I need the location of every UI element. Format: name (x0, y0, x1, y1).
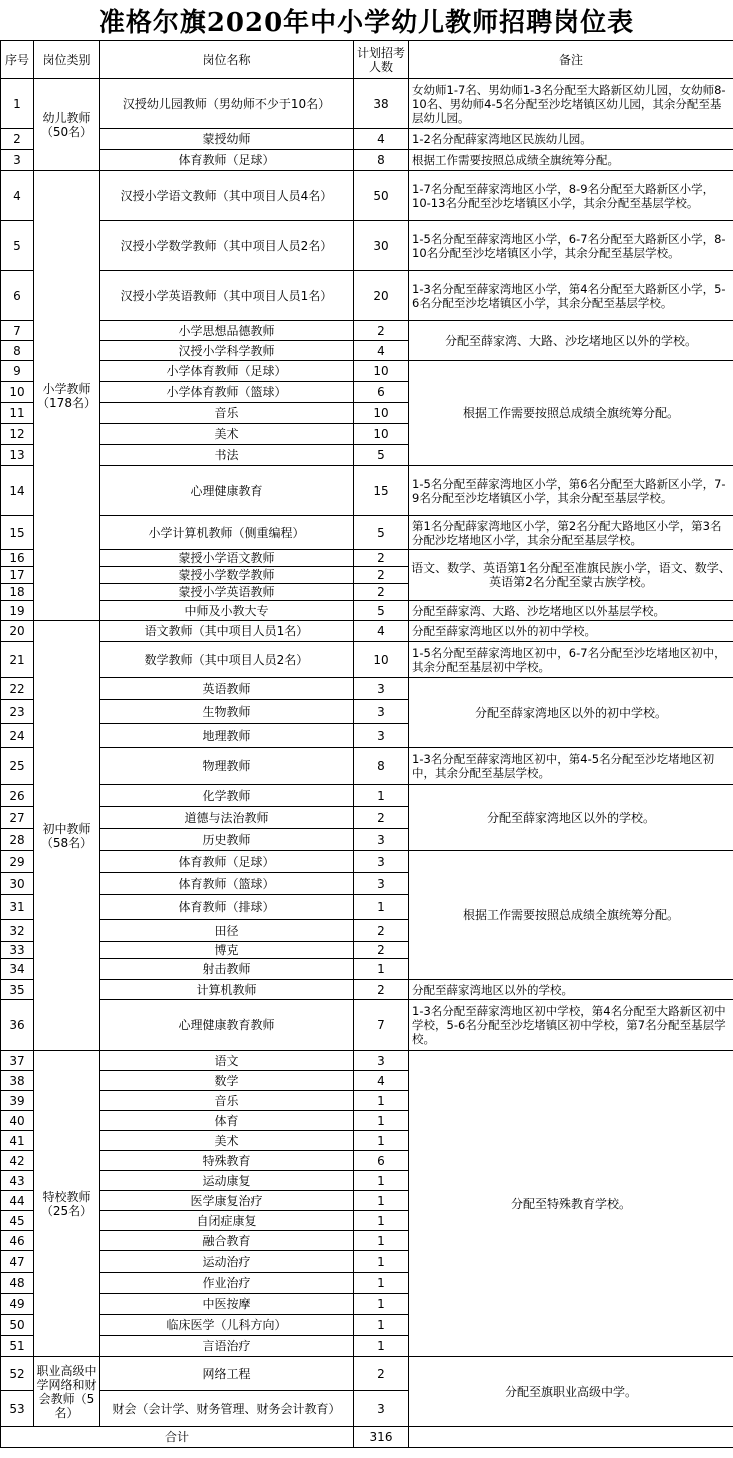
planned-count: 3 (354, 724, 409, 748)
table-row (1, 129, 733, 150)
row-number: 3 (1, 150, 34, 171)
position-name: 小学思想品德教师 (100, 321, 354, 341)
position-name: 语文 (100, 1051, 354, 1071)
header-no: 序号 (1, 41, 34, 79)
row-number: 32 (1, 920, 34, 942)
planned-count: 3 (354, 873, 409, 895)
table-row (1, 785, 733, 807)
note-cell: 1-5名分配至薛家湾地区初中，6-7名分配至沙圪堵地区初中，其余分配至基层初中学校。 (409, 642, 733, 678)
note-cell: 分配至薛家湾、大路、沙圪堵地区以外基层学校。 (409, 601, 733, 621)
planned-count: 6 (354, 1151, 409, 1171)
row-number: 4 (1, 171, 34, 221)
row-number: 7 (1, 321, 34, 341)
position-name: 融合教育 (100, 1231, 354, 1251)
table-row (1, 271, 733, 321)
position-name: 运动康复 (100, 1171, 354, 1191)
note-cell: 分配至薛家湾地区以外的学校。 (409, 980, 733, 1000)
position-name: 临床医学（儿科方向） (100, 1315, 354, 1336)
row-number: 52 (1, 1357, 34, 1391)
note-cell: 语文、数学、英语第1名分配至准旗民族小学，语文、数学、英语第2名分配至蒙古族学校。 (409, 550, 733, 601)
row-number: 18 (1, 584, 34, 601)
row-number: 28 (1, 829, 34, 851)
planned-count: 2 (354, 807, 409, 829)
note-cell: 第1名分配薛家湾地区小学，第2名分配大路地区小学，第3名分配沙圪堵地区小学，其余分配至基层学校。 (409, 516, 733, 550)
row-number: 40 (1, 1111, 34, 1131)
position-name: 医学康复治疗 (100, 1191, 354, 1211)
row-number: 2 (1, 129, 34, 150)
position-name: 地理教师 (100, 724, 354, 748)
planned-count: 3 (354, 700, 409, 724)
position-name: 作业治疗 (100, 1273, 354, 1294)
row-number: 17 (1, 567, 34, 584)
header-note: 备注 (409, 41, 733, 79)
table-row (1, 516, 733, 550)
table-row (1, 1051, 733, 1071)
planned-count: 7 (354, 1000, 409, 1051)
position-name: 蒙授幼师 (100, 129, 354, 150)
position-name: 中医按摩 (100, 1294, 354, 1315)
table-row (1, 1357, 733, 1391)
planned-count: 38 (354, 79, 409, 129)
planned-count: 1 (354, 1091, 409, 1111)
position-name: 语文教师（其中项目人员1名） (100, 621, 354, 642)
row-number: 13 (1, 445, 34, 466)
row-number: 45 (1, 1211, 34, 1231)
note-cell: 根据工作需要按照总成绩全旗统筹分配。 (409, 361, 733, 466)
table-row (1, 466, 733, 516)
table-row (1, 361, 733, 382)
category-cell: 职业高级中学网络和财会教师（5名） (34, 1357, 100, 1427)
table-row (1, 221, 733, 271)
table-row (1, 980, 733, 1000)
note-cell: 分配至薛家湾地区以外的初中学校。 (409, 621, 733, 642)
note-cell: 分配至薛家湾地区以外的学校。 (409, 785, 733, 851)
position-name: 财会（会计学、财务管理、财务会计教育） (100, 1391, 354, 1427)
row-number: 46 (1, 1231, 34, 1251)
position-name: 蒙授小学英语教师 (100, 584, 354, 601)
planned-count: 4 (354, 1071, 409, 1091)
planned-count: 4 (354, 341, 409, 361)
position-name: 汉授小学数学教师（其中项目人员2名） (100, 221, 354, 271)
planned-count: 1 (354, 1294, 409, 1315)
note-cell: 分配至旗职业高级中学。 (409, 1357, 733, 1427)
position-name: 体育教师（排球） (100, 895, 354, 920)
note-cell: 根据工作需要按照总成绩全旗统筹分配。 (409, 851, 733, 980)
position-name: 汉授小学英语教师（其中项目人员1名） (100, 271, 354, 321)
planned-count: 50 (354, 171, 409, 221)
row-number: 27 (1, 807, 34, 829)
position-name: 心理健康教育教师 (100, 1000, 354, 1051)
planned-count: 1 (354, 1231, 409, 1251)
table-row (1, 321, 733, 341)
header-count: 计划招考人数 (354, 41, 409, 79)
table-row (1, 621, 733, 642)
row-number: 37 (1, 1051, 34, 1071)
planned-count: 30 (354, 221, 409, 271)
note-cell: 1-5名分配至薛家湾地区小学，6-7名分配至大路新区小学，8-10名分配至沙圪堵镇区小学，其余分配至基层学校。 (409, 221, 733, 271)
row-number: 19 (1, 601, 34, 621)
planned-count: 1 (354, 1211, 409, 1231)
row-number: 47 (1, 1251, 34, 1273)
row-number: 8 (1, 341, 34, 361)
position-name: 计算机教师 (100, 980, 354, 1000)
position-name: 田径 (100, 920, 354, 942)
position-name: 射击教师 (100, 959, 354, 980)
table-row (1, 79, 733, 129)
note-cell: 分配至薛家湾、大路、沙圪堵地区以外的学校。 (409, 321, 733, 361)
row-number: 26 (1, 785, 34, 807)
category-cell: 小学教师（178名） (34, 171, 100, 621)
position-name: 美术 (100, 424, 354, 445)
position-name: 汉授幼儿园教师（男幼师不少于10名） (100, 79, 354, 129)
planned-count: 2 (354, 567, 409, 584)
row-number: 25 (1, 748, 34, 785)
header-category: 岗位类别 (34, 41, 100, 79)
position-name: 英语教师 (100, 678, 354, 700)
position-name: 小学计算机教师（侧重编程） (100, 516, 354, 550)
row-number: 1 (1, 79, 34, 129)
position-name: 数学 (100, 1071, 354, 1091)
planned-count: 2 (354, 584, 409, 601)
note-cell: 分配至薛家湾地区以外的初中学校。 (409, 678, 733, 748)
planned-count: 3 (354, 678, 409, 700)
position-name: 数学教师（其中项目人员2名） (100, 642, 354, 678)
planned-count: 15 (354, 466, 409, 516)
note-cell: 1-3名分配至薛家湾地区初中，第4-5名分配至沙圪堵地区初中，其余分配至基层学校。 (409, 748, 733, 785)
note-cell: 分配至特殊教育学校。 (409, 1051, 733, 1357)
category-cell: 幼儿教师（50名） (34, 79, 100, 171)
planned-count: 1 (354, 1273, 409, 1294)
planned-count: 1 (354, 895, 409, 920)
page-title: 准格尔旗2020年中小学幼儿教师招聘岗位表 (98, 7, 635, 38)
table-row (1, 171, 733, 221)
category-cell: 特校教师（25名） (34, 1051, 100, 1357)
category-cell: 初中教师（58名） (34, 621, 100, 1051)
position-name: 生物教师 (100, 700, 354, 724)
note-cell: 女幼师1-7名、男幼师1-3名分配至大路新区幼儿园，女幼师8-10名、男幼师4-5名分配至沙圪堵镇区幼儿园，其余分配至基层幼儿园。 (409, 79, 733, 129)
planned-count: 5 (354, 516, 409, 550)
table-row (1, 748, 733, 785)
planned-count: 1 (354, 1191, 409, 1211)
planned-count: 1 (354, 1131, 409, 1151)
planned-count: 1 (354, 959, 409, 980)
row-number: 29 (1, 851, 34, 873)
planned-count: 5 (354, 601, 409, 621)
row-number: 43 (1, 1171, 34, 1191)
row-number: 38 (1, 1071, 34, 1091)
row-number: 16 (1, 550, 34, 567)
position-name: 小学体育教师（篮球） (100, 382, 354, 403)
position-name: 小学体育教师（足球） (100, 361, 354, 382)
total-count: 316 (354, 1427, 409, 1448)
planned-count: 2 (354, 1357, 409, 1391)
note-cell: 1-2名分配薛家湾地区民族幼儿园。 (409, 129, 733, 150)
position-name: 蒙授小学语文教师 (100, 550, 354, 567)
row-number: 20 (1, 621, 34, 642)
position-name: 体育教师（足球） (100, 150, 354, 171)
planned-count: 1 (354, 1251, 409, 1273)
row-number: 12 (1, 424, 34, 445)
total-label: 合计 (1, 1427, 354, 1448)
row-number: 31 (1, 895, 34, 920)
note-cell: 1-5名分配至薛家湾地区小学，第6名分配至大路新区小学，7-9名分配至沙圪堵镇区小学，其余分配至基层学校。 (409, 466, 733, 516)
position-name: 体育 (100, 1111, 354, 1131)
row-number: 10 (1, 382, 34, 403)
position-name: 汉授小学语文教师（其中项目人员4名） (100, 171, 354, 221)
planned-count: 6 (354, 382, 409, 403)
position-name: 蒙授小学数学教师 (100, 567, 354, 584)
planned-count: 5 (354, 445, 409, 466)
planned-count: 1 (354, 1315, 409, 1336)
planned-count: 8 (354, 150, 409, 171)
planned-count: 2 (354, 920, 409, 942)
planned-count: 10 (354, 424, 409, 445)
row-number: 6 (1, 271, 34, 321)
position-name: 化学教师 (100, 785, 354, 807)
position-name: 体育教师（足球） (100, 851, 354, 873)
row-number: 35 (1, 980, 34, 1000)
position-name: 运动治疗 (100, 1251, 354, 1273)
position-name: 音乐 (100, 403, 354, 424)
position-name: 美术 (100, 1131, 354, 1151)
position-name: 网络工程 (100, 1357, 354, 1391)
planned-count: 1 (354, 1111, 409, 1131)
note-cell: 1-3名分配至薛家湾地区初中学校，第4名分配至大路新区初中学校，5-6名分配至沙圪堵镇区初中学校，第7名分配至基层学校。 (409, 1000, 733, 1051)
position-name: 言语治疗 (100, 1336, 354, 1357)
table-body (1, 79, 733, 1427)
table-row (1, 150, 733, 171)
row-number: 36 (1, 1000, 34, 1051)
row-number: 42 (1, 1151, 34, 1171)
position-name: 体育教师（篮球） (100, 873, 354, 895)
planned-count: 3 (354, 1051, 409, 1071)
planned-count: 8 (354, 748, 409, 785)
position-name: 特殊教育 (100, 1151, 354, 1171)
row-number: 22 (1, 678, 34, 700)
position-name: 物理教师 (100, 748, 354, 785)
position-name: 音乐 (100, 1091, 354, 1111)
position-name: 汉授小学科学教师 (100, 341, 354, 361)
position-name: 自闭症康复 (100, 1211, 354, 1231)
row-number: 33 (1, 942, 34, 959)
row-number: 24 (1, 724, 34, 748)
planned-count: 1 (354, 1171, 409, 1191)
position-name: 心理健康教育 (100, 466, 354, 516)
row-number: 21 (1, 642, 34, 678)
table-row (1, 678, 733, 700)
note-cell: 1-7名分配至薛家湾地区小学，8-9名分配至大路新区小学，10-13名分配至沙圪堵镇区小学，其余分配至基层学校。 (409, 171, 733, 221)
position-name: 书法 (100, 445, 354, 466)
table-row (1, 1000, 733, 1051)
position-name: 中师及小教大专 (100, 601, 354, 621)
table-header-row (1, 41, 733, 79)
planned-count: 4 (354, 621, 409, 642)
planned-count: 2 (354, 980, 409, 1000)
planned-count: 3 (354, 851, 409, 873)
position-name: 历史教师 (100, 829, 354, 851)
row-number: 49 (1, 1294, 34, 1315)
row-number: 41 (1, 1131, 34, 1151)
row-number: 51 (1, 1336, 34, 1357)
recruitment-table (0, 40, 733, 1448)
table-row (1, 851, 733, 873)
row-number: 30 (1, 873, 34, 895)
total-row (1, 1427, 733, 1448)
planned-count: 4 (354, 129, 409, 150)
planned-count: 20 (354, 271, 409, 321)
row-number: 34 (1, 959, 34, 980)
table-row (1, 550, 733, 567)
table-row (1, 601, 733, 621)
row-number: 44 (1, 1191, 34, 1211)
row-number: 39 (1, 1091, 34, 1111)
row-number: 23 (1, 700, 34, 724)
total-note (409, 1427, 733, 1448)
planned-count: 3 (354, 1391, 409, 1427)
row-number: 11 (1, 403, 34, 424)
planned-count: 2 (354, 321, 409, 341)
planned-count: 10 (354, 642, 409, 678)
planned-count: 10 (354, 403, 409, 424)
planned-count: 10 (354, 361, 409, 382)
planned-count: 2 (354, 942, 409, 959)
position-name: 博克 (100, 942, 354, 959)
position-name: 道德与法治教师 (100, 807, 354, 829)
note-cell: 根据工作需要按照总成绩全旗统筹分配。 (409, 150, 733, 171)
row-number: 48 (1, 1273, 34, 1294)
row-number: 53 (1, 1391, 34, 1427)
planned-count: 2 (354, 550, 409, 567)
row-number: 9 (1, 361, 34, 382)
row-number: 5 (1, 221, 34, 271)
planned-count: 1 (354, 1336, 409, 1357)
row-number: 15 (1, 516, 34, 550)
planned-count: 3 (354, 829, 409, 851)
row-number: 14 (1, 466, 34, 516)
note-cell: 1-3名分配至薛家湾地区小学，第4名分配至大路新区小学，5-6名分配至沙圪堵镇区小学，其余分配至基层学校。 (409, 271, 733, 321)
table-row (1, 642, 733, 678)
row-number: 50 (1, 1315, 34, 1336)
header-position: 岗位名称 (100, 41, 354, 79)
planned-count: 1 (354, 785, 409, 807)
